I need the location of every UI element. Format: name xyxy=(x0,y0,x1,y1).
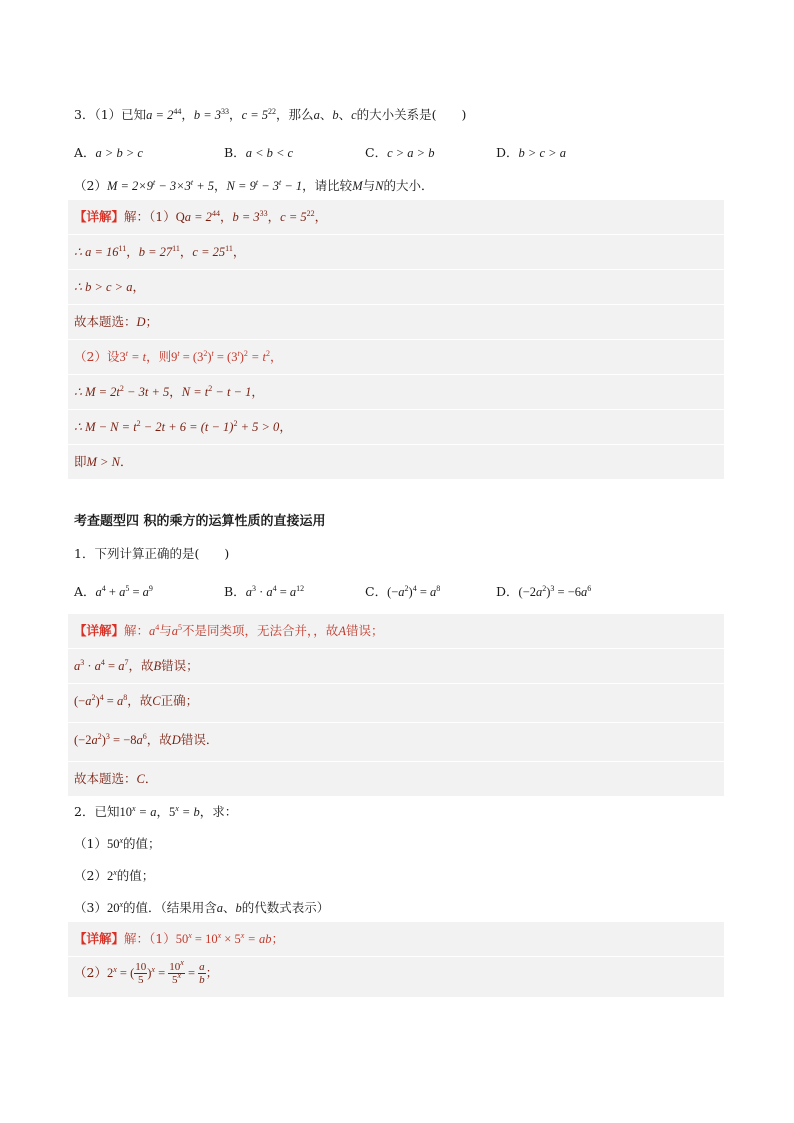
section-title: 考查题型四 积的乘方的运算性质的直接运用 xyxy=(74,514,326,529)
solution-row: $(-2a^2)^3 = -8a^6$，故D错误． xyxy=(68,723,724,762)
q4-2-stem: 2．已知$10^x = a$，$5^x = b$，求： xyxy=(74,804,238,819)
q3-option-b: B．a < b < c xyxy=(224,145,294,160)
solution-row: $(-a^2)^4 = a^8$，故C正确； xyxy=(68,684,724,723)
q3-part1: 3．（1）已知$a = 2^{44}$，$b = 3^{33}$，$c = 5^{22}$，那么a、b、c的大小关系是( ) xyxy=(74,107,467,122)
fraction-ten-over-five: $\frac{10}{5}$ xyxy=(135,961,147,986)
solution-row: （2）设$3^t = t$，则$9^t = (3^2)^t = (3^t)^2 = t^2$， xyxy=(68,340,724,375)
q3-option-c: C．c > a > b xyxy=(365,145,435,160)
q4-1-option-d: D．$(-2a^2)^3 = -6a^6$ xyxy=(496,584,592,599)
q4-1-stem: 1．下列计算正确的是( ) xyxy=(74,546,230,561)
solution-row: 故本题选：D； xyxy=(68,305,724,340)
solution-row: $(2)2^x$ = ( $\frac{10}{5}$ )$^x$ = $\frac{10^x}{5^x}$ = $\frac{a}{b}$ ； xyxy=(68,957,724,998)
q4-1-options xyxy=(74,582,734,602)
q3-option-a: A．a > b > c xyxy=(74,145,143,160)
solution-block-q3 xyxy=(68,200,724,480)
q3-part2: $(2)M = 2\times 9^t - 3\times 3^t + 5$，$N = 9^t - 3^t - 1$，请比较M与N的大小． xyxy=(74,178,434,193)
solution-block-q4-2 xyxy=(68,922,724,998)
solution-row: 【详解】解：$(1)50^x = 10^x \times 5^x$ = ab； xyxy=(68,922,724,957)
q4-2-part3: （3）20$^x$的值．（结果用含a、b的代数式表示） xyxy=(74,900,330,915)
solution-row: 即M > N． xyxy=(68,445,724,480)
q3-option-d: D．b > c > a xyxy=(496,145,566,160)
solution-row: 【详解】解：$(1)Qa = 2^{44}$，$b = 3^{33}$，$c = 5^{22}$， xyxy=(68,200,724,235)
solution-row: 故本题选：C． xyxy=(68,762,724,797)
q4-1-option-c: C．$(-a^2)^4 = a^8$ xyxy=(365,584,441,599)
solution-row: 【详解】解：$a^4$与$a^5$不是同类项，无法合并，，故A错误； xyxy=(68,614,724,649)
solution-row: ∴ $a = 16^{11}$，$b = 27^{11}$，$c = 25^{11}$， xyxy=(68,235,724,270)
q3-options xyxy=(74,143,734,163)
solution-block-q4-1 xyxy=(68,614,724,797)
solution-row: ∴ $M = 2t^2 - 3t + 5$，$N = t^2 - t - 1$， xyxy=(68,375,724,410)
solution-row: ∴ b > c > a， xyxy=(68,270,724,305)
solution-row: ∴ $M - N = t^2 - 2t + 6 = (t - 1)^2 + 5 > 0$， xyxy=(68,410,724,445)
q4-2-part1: （1）50$^x$的值； xyxy=(74,836,161,851)
solution-row: $a^3 \cdot a^4 = a^7$，故B错误； xyxy=(68,649,724,684)
q4-1-option-b: B．$a^3 \cdot a^4 = a^{12}$ xyxy=(224,584,305,599)
q4-2-part2: （2）2$^x$的值； xyxy=(74,868,155,883)
q4-1-option-a: A．$a^4 + a^5 = a^9$ xyxy=(74,584,153,599)
fraction-powers: $\frac{10^x}{5^x}$ xyxy=(169,958,184,986)
fraction-a-over-b: $\frac{a}{b}$ xyxy=(199,961,205,986)
